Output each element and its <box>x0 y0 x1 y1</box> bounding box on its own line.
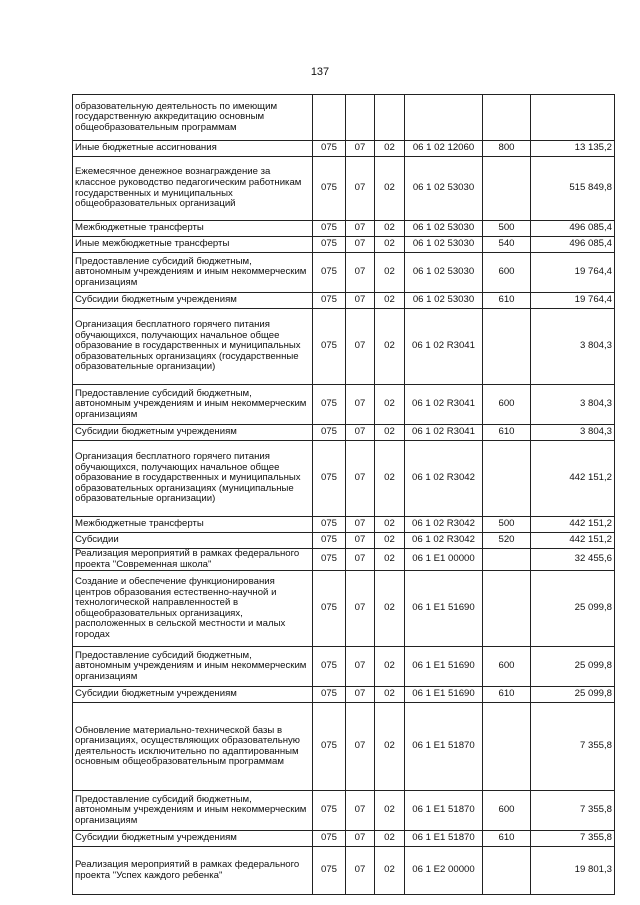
expense-type-cell: 610 <box>483 425 531 441</box>
section-code-cell: 07 <box>346 533 375 549</box>
row-name-cell: Организация бесплатного горячего питания обучающихся, получающих начальное общее образование в государственных и муниципальных образовательных организациях (государственные образовательные организации) <box>73 309 313 385</box>
ministry-code-cell: 075 <box>313 237 346 253</box>
section-code-cell: 07 <box>346 549 375 571</box>
expense-type-cell <box>483 309 531 385</box>
ministry-code-cell: 075 <box>313 549 346 571</box>
ministry-code-cell: 075 <box>313 831 346 847</box>
row-name-cell: Обновление материально-технической базы в организациях, осуществляющих образовательную деятельность исключительно по адаптированным основным общеобразовательным программам <box>73 703 313 791</box>
row-name-cell: Иные бюджетные ассигнования <box>73 141 313 157</box>
target-article-cell: 06 1 02 53030 <box>405 221 483 237</box>
target-article-cell: 06 1 E1 51870 <box>405 831 483 847</box>
section-code-cell: 07 <box>346 425 375 441</box>
subsection-code-cell: 02 <box>375 533 405 549</box>
table-row <box>73 703 615 791</box>
row-name-cell: Реализация мероприятий в рамках федерального проекта "Современная школа" <box>73 549 313 571</box>
section-code-cell: 07 <box>346 237 375 253</box>
table-row <box>73 647 615 687</box>
ministry-code-cell: 075 <box>313 517 346 533</box>
subsection-code-cell: 02 <box>375 831 405 847</box>
row-name-cell: Субсидии бюджетным учреждениям <box>73 687 313 703</box>
amount-cell: 442 151,2 <box>531 441 615 517</box>
ministry-code-cell: 075 <box>313 703 346 791</box>
target-article-cell: 06 1 E2 00000 <box>405 847 483 895</box>
section-code-cell: 07 <box>346 831 375 847</box>
table-row <box>73 309 615 385</box>
section-code-cell: 07 <box>346 703 375 791</box>
amount-cell: 442 151,2 <box>531 517 615 533</box>
amount-cell: 3 804,3 <box>531 385 615 425</box>
ministry-code-cell: 075 <box>313 533 346 549</box>
target-article-cell: 06 1 02 R3042 <box>405 517 483 533</box>
row-name-cell: Субсидии бюджетным учреждениям <box>73 831 313 847</box>
ministry-code-cell: 075 <box>313 425 346 441</box>
ministry-code-cell: 075 <box>313 157 346 221</box>
expense-type-cell <box>483 703 531 791</box>
target-article-cell: 06 1 E1 51690 <box>405 687 483 703</box>
row-name-cell: Ежемесячное денежное вознаграждение за классное руководство педагогическим работникам государственных и муниципальных общеобразовательных организаций <box>73 157 313 221</box>
expense-type-cell: 500 <box>483 517 531 533</box>
expense-type-cell <box>483 847 531 895</box>
target-article-cell <box>405 95 483 141</box>
ministry-code-cell: 075 <box>313 309 346 385</box>
target-article-cell: 06 1 02 53030 <box>405 237 483 253</box>
ministry-code-cell: 075 <box>313 647 346 687</box>
expense-type-cell: 540 <box>483 237 531 253</box>
amount-cell: 7 355,8 <box>531 703 615 791</box>
table-row <box>73 441 615 517</box>
amount-cell: 32 455,6 <box>531 549 615 571</box>
table-row <box>73 533 615 549</box>
expense-type-cell <box>483 441 531 517</box>
section-code-cell <box>346 95 375 141</box>
expense-type-cell: 610 <box>483 293 531 309</box>
ministry-code-cell: 075 <box>313 385 346 425</box>
expense-type-cell: 610 <box>483 831 531 847</box>
section-code-cell: 07 <box>346 687 375 703</box>
ministry-code-cell: 075 <box>313 253 346 293</box>
table-row <box>73 687 615 703</box>
section-code-cell: 07 <box>346 221 375 237</box>
row-name-cell: Субсидии бюджетным учреждениям <box>73 425 313 441</box>
amount-cell: 442 151,2 <box>531 533 615 549</box>
amount-cell: 7 355,8 <box>531 791 615 831</box>
expense-type-cell: 600 <box>483 385 531 425</box>
section-code-cell: 07 <box>346 385 375 425</box>
subsection-code-cell: 02 <box>375 687 405 703</box>
subsection-code-cell: 02 <box>375 309 405 385</box>
amount-cell: 25 099,8 <box>531 571 615 647</box>
amount-cell: 19 764,4 <box>531 253 615 293</box>
target-article-cell: 06 1 E1 51870 <box>405 791 483 831</box>
target-article-cell: 06 1 E1 51690 <box>405 647 483 687</box>
amount-cell: 19 764,4 <box>531 293 615 309</box>
subsection-code-cell: 02 <box>375 517 405 533</box>
table-row <box>73 95 615 141</box>
subsection-code-cell: 02 <box>375 647 405 687</box>
section-code-cell: 07 <box>346 141 375 157</box>
table-row <box>73 517 615 533</box>
subsection-code-cell: 02 <box>375 571 405 647</box>
row-name-cell: Реализация мероприятий в рамках федерального проекта "Успех каждого ребенка" <box>73 847 313 895</box>
section-code-cell: 07 <box>346 517 375 533</box>
row-name-cell: Предоставление субсидий бюджетным, автономным учреждениям и иным некоммерческим организациям <box>73 791 313 831</box>
section-code-cell: 07 <box>346 847 375 895</box>
target-article-cell: 06 1 02 R3041 <box>405 309 483 385</box>
target-article-cell: 06 1 E1 00000 <box>405 549 483 571</box>
table-row <box>73 237 615 253</box>
subsection-code-cell: 02 <box>375 703 405 791</box>
expense-type-cell: 600 <box>483 253 531 293</box>
table-row <box>73 847 615 895</box>
subsection-code-cell: 02 <box>375 847 405 895</box>
subsection-code-cell: 02 <box>375 425 405 441</box>
row-name-cell: Межбюджетные трансферты <box>73 221 313 237</box>
expense-type-cell: 500 <box>483 221 531 237</box>
row-name-cell: Субсидии бюджетным учреждениям <box>73 293 313 309</box>
row-name-cell: Предоставление субсидий бюджетным, автономным учреждениям и иным некоммерческим организациям <box>73 253 313 293</box>
target-article-cell: 06 1 02 53030 <box>405 253 483 293</box>
section-code-cell: 07 <box>346 293 375 309</box>
target-article-cell: 06 1 02 R3041 <box>405 385 483 425</box>
budget-rows <box>73 95 615 895</box>
row-name-cell: Предоставление субсидий бюджетным, автономным учреждениям и иным некоммерческим организациям <box>73 647 313 687</box>
section-code-cell: 07 <box>346 309 375 385</box>
amount-cell: 496 085,4 <box>531 237 615 253</box>
amount-cell: 7 355,8 <box>531 831 615 847</box>
subsection-code-cell: 02 <box>375 157 405 221</box>
section-code-cell: 07 <box>346 253 375 293</box>
amount-cell: 13 135,2 <box>531 141 615 157</box>
expense-type-cell <box>483 157 531 221</box>
table-row <box>73 791 615 831</box>
subsection-code-cell <box>375 95 405 141</box>
ministry-code-cell: 075 <box>313 141 346 157</box>
expense-type-cell: 600 <box>483 791 531 831</box>
expense-type-cell: 610 <box>483 687 531 703</box>
target-article-cell: 06 1 02 R3042 <box>405 533 483 549</box>
ministry-code-cell: 075 <box>313 791 346 831</box>
amount-cell: 496 085,4 <box>531 221 615 237</box>
table-row <box>73 293 615 309</box>
row-name-cell: Предоставление субсидий бюджетным, автономным учреждениям и иным некоммерческим организациям <box>73 385 313 425</box>
ministry-code-cell: 075 <box>313 847 346 895</box>
target-article-cell: 06 1 02 12060 <box>405 141 483 157</box>
row-name-cell: Иные межбюджетные трансферты <box>73 237 313 253</box>
row-name-cell: Создание и обеспечение функционирования центров образования естественно-научной и технологической направленностей в общеобразовательных организациях, расположенных в сельской местности и малых городах <box>73 571 313 647</box>
subsection-code-cell: 02 <box>375 791 405 831</box>
ministry-code-cell: 075 <box>313 571 346 647</box>
table-row <box>73 157 615 221</box>
ministry-code-cell: 075 <box>313 221 346 237</box>
expense-type-cell: 800 <box>483 141 531 157</box>
amount-cell: 3 804,3 <box>531 309 615 385</box>
table-row <box>73 571 615 647</box>
amount-cell <box>531 95 615 141</box>
amount-cell: 25 099,8 <box>531 687 615 703</box>
section-code-cell: 07 <box>346 647 375 687</box>
row-name-cell: образовательную деятельность по имеющим государственную аккредитацию основным общеобразовательным программам <box>73 95 313 141</box>
target-article-cell: 06 1 E1 51870 <box>405 703 483 791</box>
budget-table <box>72 94 615 895</box>
subsection-code-cell: 02 <box>375 141 405 157</box>
subsection-code-cell: 02 <box>375 237 405 253</box>
table-row <box>73 385 615 425</box>
section-code-cell: 07 <box>346 441 375 517</box>
ministry-code-cell <box>313 95 346 141</box>
target-article-cell: 06 1 02 R3042 <box>405 441 483 517</box>
target-article-cell: 06 1 02 53030 <box>405 157 483 221</box>
expense-type-cell <box>483 571 531 647</box>
subsection-code-cell: 02 <box>375 441 405 517</box>
amount-cell: 19 801,3 <box>531 847 615 895</box>
target-article-cell: 06 1 02 53030 <box>405 293 483 309</box>
amount-cell: 25 099,8 <box>531 647 615 687</box>
row-name-cell: Организация бесплатного горячего питания обучающихся, получающих начальное общее образование в государственных и муниципальных образовательных организациях (муниципальные образовательные организации) <box>73 441 313 517</box>
amount-cell: 515 849,8 <box>531 157 615 221</box>
row-name-cell: Межбюджетные трансферты <box>73 517 313 533</box>
section-code-cell: 07 <box>346 571 375 647</box>
table-row <box>73 141 615 157</box>
row-name-cell: Субсидии <box>73 533 313 549</box>
subsection-code-cell: 02 <box>375 549 405 571</box>
subsection-code-cell: 02 <box>375 221 405 237</box>
ministry-code-cell: 075 <box>313 293 346 309</box>
ministry-code-cell: 075 <box>313 687 346 703</box>
expense-type-cell <box>483 95 531 141</box>
table-row <box>73 221 615 237</box>
section-code-cell: 07 <box>346 791 375 831</box>
expense-type-cell: 600 <box>483 647 531 687</box>
subsection-code-cell: 02 <box>375 293 405 309</box>
table-row <box>73 549 615 571</box>
table-row <box>73 831 615 847</box>
target-article-cell: 06 1 02 R3041 <box>405 425 483 441</box>
subsection-code-cell: 02 <box>375 385 405 425</box>
ministry-code-cell: 075 <box>313 441 346 517</box>
subsection-code-cell: 02 <box>375 253 405 293</box>
expense-type-cell <box>483 549 531 571</box>
page-number: 137 <box>310 66 330 78</box>
table-row <box>73 425 615 441</box>
amount-cell: 3 804,3 <box>531 425 615 441</box>
target-article-cell: 06 1 E1 51690 <box>405 571 483 647</box>
section-code-cell: 07 <box>346 157 375 221</box>
table-row <box>73 253 615 293</box>
expense-type-cell: 520 <box>483 533 531 549</box>
